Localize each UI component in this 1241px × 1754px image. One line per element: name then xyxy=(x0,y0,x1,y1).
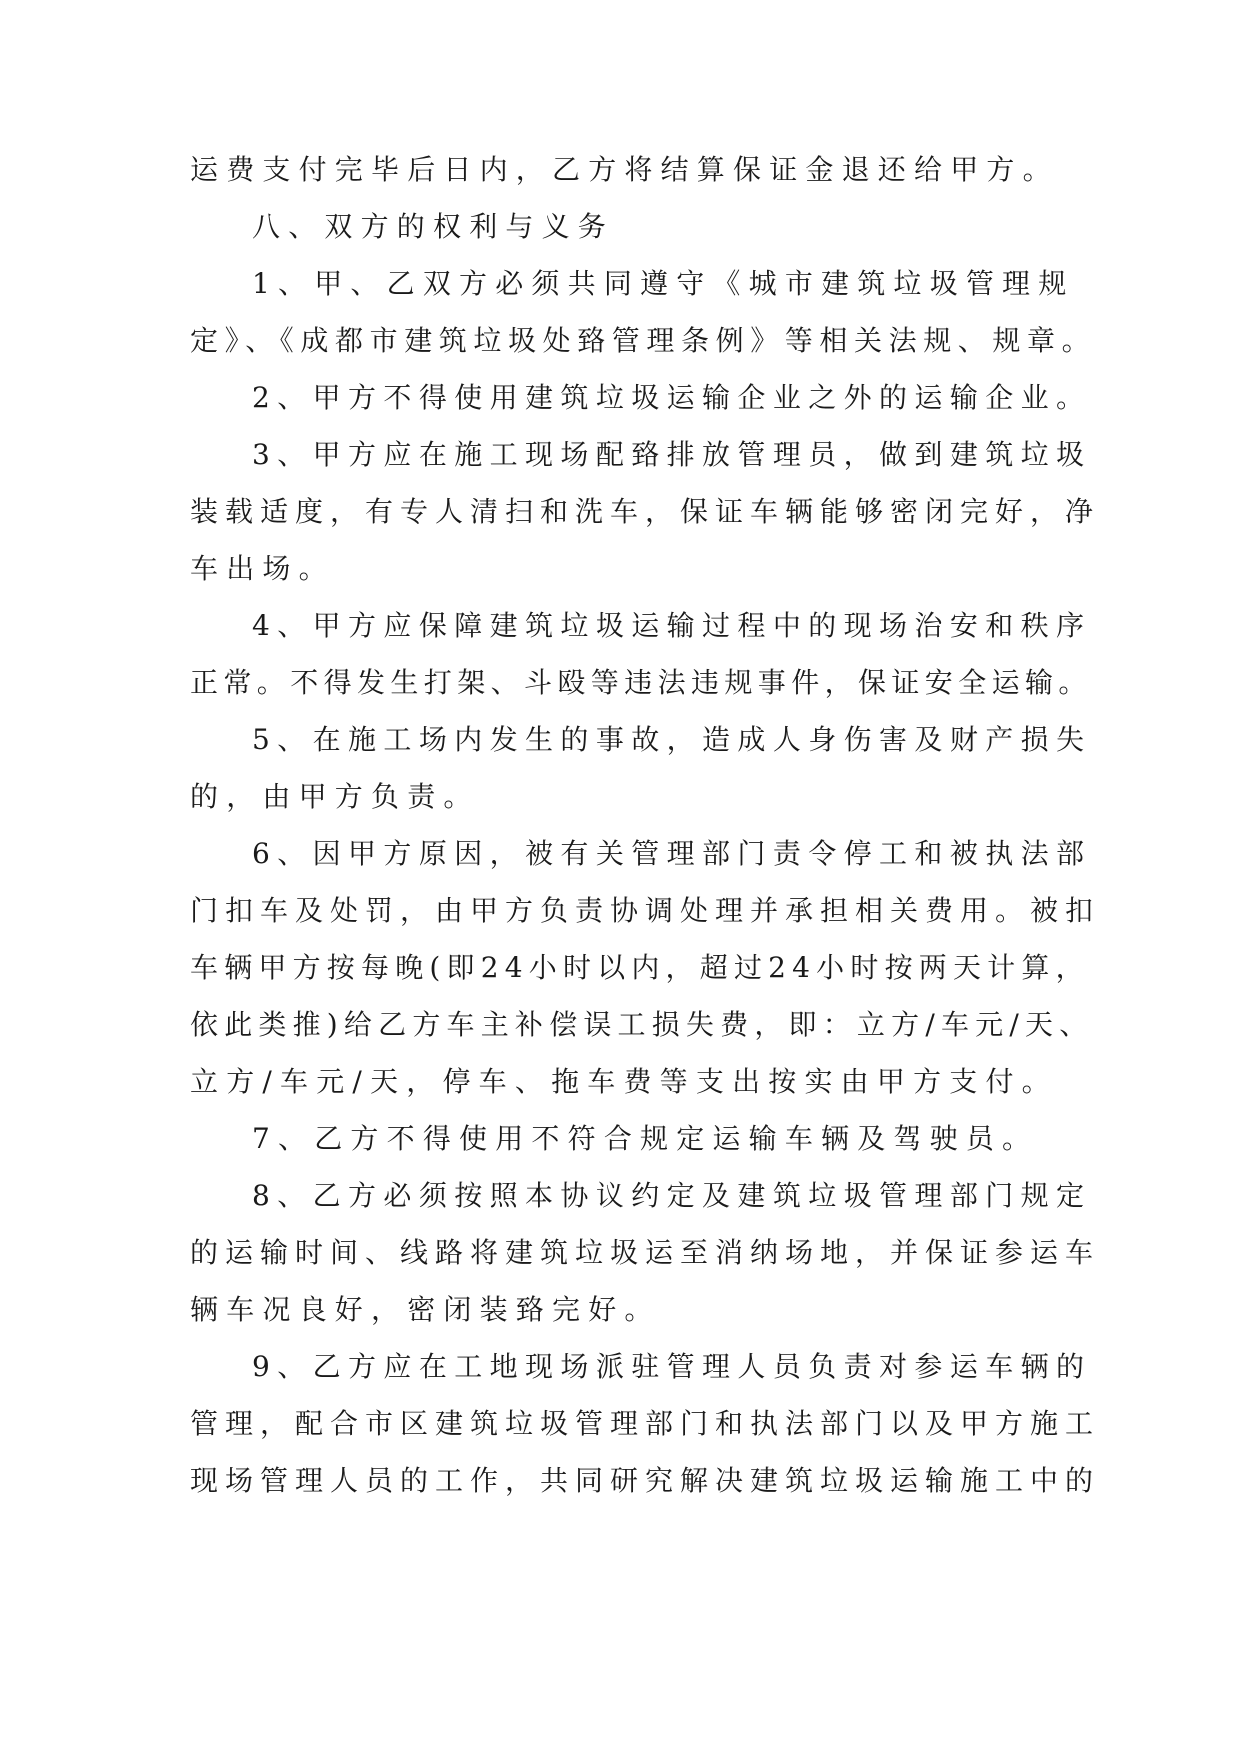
paragraph-line: 定》、《成都市建筑垃圾处臵管理条例》等相关法规、规章。 xyxy=(190,324,1097,357)
paragraph-line: 的，由甲方负责。 xyxy=(190,780,480,813)
paragraph-line: 4、甲方应保障建筑垃圾运输过程中的现场治安和秩序 xyxy=(252,609,1092,642)
paragraph-line: 运费支付完毕后日内，乙方将结算保证金退还给甲方。 xyxy=(190,153,1059,186)
paragraph-line: 门扣车及处罚，由甲方负责协调处理并承担相关费用。被扣 xyxy=(190,894,1101,927)
paragraph-line: 1、甲、乙双方必须共同遵守《城市建筑垃圾管理规 xyxy=(252,267,1075,300)
paragraph-line: 5、在施工场内发生的事故，造成人身伤害及财产损失 xyxy=(252,723,1092,756)
paragraph-line: 7、乙方不得使用不符合规定运输车辆及驾驶员。 xyxy=(252,1122,1039,1155)
paragraph-line: 立方/车元/天，停车、拖车费等支出按实由甲方支付。 xyxy=(190,1065,1058,1098)
paragraph-line: 辆车况良好，密闭装臵完好。 xyxy=(190,1293,661,1326)
paragraph-line: 2、甲方不得使用建筑垃圾运输企业之外的运输企业。 xyxy=(252,381,1092,414)
paragraph-line: 正常。不得发生打架、斗殴等违法违规事件，保证安全运输。 xyxy=(190,666,1092,699)
paragraph-line: 装载适度，有专人清扫和洗车，保证车辆能够密闭完好，净 xyxy=(190,495,1101,528)
paragraph-line: 车出场。 xyxy=(190,552,335,585)
paragraph-line: 车辆甲方按每晚(即24小时以内，超过24小时按两天计算， xyxy=(190,951,1090,984)
paragraph-line: 9、乙方应在工地现场派驻管理人员负责对参运车辆的 xyxy=(252,1350,1092,1383)
paragraph-line: 3、甲方应在施工现场配臵排放管理员，做到建筑垃圾 xyxy=(252,438,1092,471)
paragraph-line: 8、乙方必须按照本协议约定及建筑垃圾管理部门规定 xyxy=(252,1179,1092,1212)
paragraph-line: 的运输时间、线路将建筑垃圾运至消纳场地，并保证参运车 xyxy=(190,1236,1101,1269)
paragraph-line: 依此类推)给乙方车主补偿误工损失费，即：立方/车元/天、 xyxy=(190,1008,1094,1041)
paragraph-line: 6、因甲方原因，被有关管理部门责令停工和被执法部 xyxy=(252,837,1092,870)
paragraph-line: 管理，配合市区建筑垃圾管理部门和执法部门以及甲方施工 xyxy=(190,1407,1101,1440)
section-heading: 八、双方的权利与义务 xyxy=(252,210,615,243)
paragraph-line: 现场管理人员的工作，共同研究解决建筑垃圾运输施工中的 xyxy=(190,1464,1101,1497)
